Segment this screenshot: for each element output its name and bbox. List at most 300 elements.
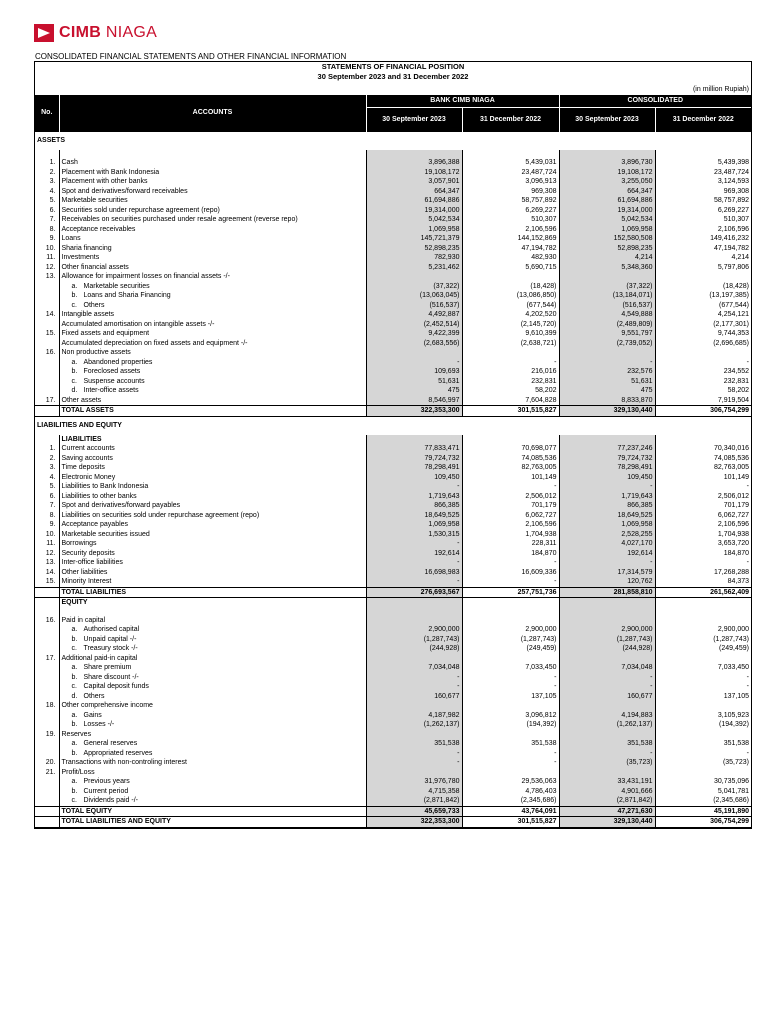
spacer: [366, 608, 462, 616]
value-cell: 3,057,901: [366, 177, 462, 187]
value-cell: 5,439,031: [462, 158, 559, 168]
statement-title: STATEMENTS OF FINANCIAL POSITION: [321, 62, 465, 71]
account-name: Current accounts: [61, 445, 115, 452]
sub-item-letter: b.: [71, 673, 78, 681]
account-name: Capital deposit funds: [83, 683, 149, 690]
row-number: 17.: [35, 396, 59, 406]
liabilities-heading: LIABILITIES: [59, 435, 366, 445]
value-cell: 19,108,172: [366, 168, 462, 178]
row-number: [35, 796, 59, 806]
value-cell: 101,149: [723, 473, 750, 481]
account-name: Marketable securities: [83, 282, 150, 290]
account-name: General reserves: [83, 740, 138, 747]
row-number: 11.: [35, 253, 59, 263]
value-cell: 9,610,399: [462, 329, 559, 339]
table-row: [35, 187, 751, 197]
table-row: [35, 454, 751, 464]
cimb-niaga-logo: [34, 22, 157, 44]
table-row: [35, 244, 751, 254]
row-number: 21.: [35, 768, 59, 778]
value-cell: 6,269,227: [462, 206, 559, 216]
value-cell: -: [559, 558, 655, 568]
value-cell: 5,041,781: [717, 787, 750, 795]
value-cell: 152,580,508: [559, 234, 655, 244]
value-cell: -: [462, 673, 559, 683]
row-number: 14.: [35, 310, 59, 320]
value-cell: 192,614: [366, 549, 462, 559]
value-cell: 3,255,050: [559, 177, 655, 187]
col-accounts-header: ACCOUNTS: [59, 95, 366, 132]
value-cell: (13,197,385): [709, 292, 750, 299]
account-label: [59, 682, 366, 692]
equity-heading: EQUITY: [59, 598, 366, 608]
value-cell: 160,677: [559, 692, 655, 702]
row-number: 18.: [35, 701, 59, 711]
value-cell: 58,202: [462, 386, 559, 396]
table-row: [35, 758, 751, 768]
table-row: [35, 720, 751, 730]
account-name: Saving accounts: [61, 454, 113, 462]
table-row: [35, 568, 751, 578]
table-row: [35, 168, 751, 178]
account-label: [59, 358, 366, 368]
account-label: [59, 549, 366, 559]
value-cell: 232,576: [559, 367, 655, 377]
value-cell: -: [746, 673, 750, 681]
value-cell: (13,184,071): [559, 291, 655, 301]
value-cell: -: [462, 758, 559, 768]
account-name: Cash: [61, 159, 78, 166]
table-row: [35, 654, 751, 664]
value-cell: -: [746, 559, 750, 566]
total-value: 322,353,300: [366, 817, 462, 828]
account-name: Share discount -/-: [83, 673, 139, 681]
logo-wordmark: CIMB NIAGA: [59, 24, 158, 41]
account-label: [59, 749, 366, 759]
value-cell: [462, 701, 559, 711]
row-number: 4.: [35, 187, 59, 197]
value-cell: [655, 701, 751, 711]
value-cell: 6,269,227: [717, 206, 750, 214]
table-row: [35, 682, 751, 692]
table-row: [35, 301, 751, 311]
value-cell: 17,268,288: [713, 568, 750, 576]
value-cell: 2,900,000: [366, 625, 462, 635]
account-name: Treasury stock -/-: [83, 645, 138, 652]
row-number: [35, 739, 59, 749]
row-number: 5.: [35, 196, 59, 206]
account-name: Receivables on securities purchased under resale agreement (reverse repo): [61, 216, 298, 223]
value-cell: 61,694,886: [559, 196, 655, 206]
value-cell: 18,649,525: [366, 511, 462, 521]
value-cell: [655, 730, 751, 740]
table-row: [35, 701, 751, 711]
value-cell: 5,690,715: [462, 263, 559, 273]
table-row: [35, 692, 751, 702]
value-cell: 137,105: [723, 692, 750, 700]
value-cell: (244,928): [559, 644, 655, 654]
value-cell: (2,145,720): [462, 320, 559, 330]
table-row: [35, 291, 751, 301]
value-cell: 58,202: [727, 387, 750, 394]
value-cell: [462, 768, 559, 778]
table-row: [35, 158, 751, 168]
spacer: [59, 150, 366, 158]
table-row: [35, 282, 751, 292]
sub-item-letter: b.: [71, 787, 78, 795]
value-cell: 78,298,491: [366, 463, 462, 473]
value-cell: 351,538: [462, 739, 559, 749]
value-cell: 351,538: [559, 739, 655, 749]
account-label: [59, 339, 366, 349]
row-number: [35, 358, 59, 368]
account-label: [59, 367, 366, 377]
value-cell: 77,237,246: [559, 444, 655, 454]
row-number: [35, 625, 59, 635]
value-cell: 18,649,525: [559, 511, 655, 521]
account-name: Placement with Bank Indonesia: [61, 168, 160, 176]
row-number: [35, 435, 59, 445]
position-table: [35, 95, 751, 828]
value-cell: -: [462, 358, 559, 368]
unit-note: (in million Rupiah): [692, 86, 749, 93]
empty-cell: [559, 598, 655, 608]
empty-cell: [366, 435, 462, 445]
value-cell: [462, 272, 559, 282]
table-row: [35, 329, 751, 339]
value-cell: 866,385: [366, 501, 462, 511]
account-label: [59, 501, 366, 511]
value-cell: 1,704,938: [462, 530, 559, 540]
value-cell: -: [366, 358, 462, 368]
value-cell: 5,797,806: [717, 263, 750, 271]
empty-cell: [655, 435, 751, 445]
row-number: 16.: [35, 348, 59, 358]
account-name: Electronic Money: [61, 473, 116, 481]
value-cell: 8,833,870: [559, 396, 655, 406]
value-cell: 19,108,172: [559, 168, 655, 178]
spacer: [462, 150, 559, 158]
value-cell: [366, 701, 462, 711]
account-name: Transactions with non-controling interest: [61, 759, 187, 766]
spacer: [655, 608, 751, 616]
value-cell: (2,345,686): [713, 797, 750, 804]
account-name: Fixed assets and equipment: [61, 330, 150, 337]
value-cell: 74,085,536: [713, 454, 750, 462]
value-cell: 4,194,883: [559, 711, 655, 721]
value-cell: (37,322): [559, 282, 655, 292]
sub-item-letter: a.: [71, 740, 78, 747]
row-number: 2.: [35, 168, 59, 178]
row-number: 13.: [35, 272, 59, 282]
value-cell: 3,896,730: [559, 158, 655, 168]
row-number: 19.: [35, 730, 59, 740]
sub-item-letter: a.: [71, 711, 78, 719]
bank-header: BANK CIMB NIAGA: [366, 95, 559, 108]
spacer: [559, 150, 655, 158]
value-cell: 701,179: [723, 502, 750, 509]
account-name: Previous years: [83, 778, 130, 785]
table-row: [35, 520, 751, 530]
table-row: [35, 787, 751, 797]
value-cell: 4,187,982: [366, 711, 462, 721]
table-row: [35, 253, 751, 263]
total-label: TOTAL LIABILITIES: [59, 587, 366, 598]
table-row: [35, 348, 751, 358]
value-cell: 19,314,000: [366, 206, 462, 216]
value-cell: [559, 654, 655, 664]
row-number: 10.: [35, 530, 59, 540]
row-number: [35, 301, 59, 311]
value-cell: 3,896,388: [366, 158, 462, 168]
table-row: [35, 215, 751, 225]
value-cell: -: [366, 673, 462, 683]
row-number: 11.: [35, 539, 59, 549]
value-cell: (13,063,045): [366, 291, 462, 301]
col-date-header: 31 December 2022: [462, 108, 559, 132]
row-number: [35, 644, 59, 654]
table-row: [35, 473, 751, 483]
value-cell: 7,919,504: [717, 396, 750, 404]
account-name: Time deposits: [61, 464, 105, 471]
value-cell: 216,016: [462, 367, 559, 377]
value-cell: (35,723): [722, 759, 750, 766]
value-cell: 23,487,724: [713, 168, 750, 176]
value-cell: -: [462, 682, 559, 692]
value-cell: 3,096,913: [462, 177, 559, 187]
account-label: [59, 568, 366, 578]
value-cell: 47,194,782: [462, 244, 559, 254]
sub-item-letter: c.: [71, 645, 77, 652]
value-cell: 7,034,048: [366, 663, 462, 673]
row-number: [35, 777, 59, 787]
table-row: [35, 663, 751, 673]
table-row: [35, 386, 751, 396]
row-number: 15.: [35, 577, 59, 587]
spacer: [35, 150, 59, 158]
sub-item-letter: c.: [71, 683, 77, 690]
table-row: [35, 730, 751, 740]
account-label: [59, 711, 366, 721]
account-label: [59, 768, 366, 778]
sub-item-letter: a.: [71, 778, 78, 785]
account-name: Other assets: [61, 396, 102, 404]
value-cell: 23,487,724: [462, 168, 559, 178]
table-row: [35, 539, 751, 549]
row-number: 14.: [35, 568, 59, 578]
value-cell: 52,898,235: [559, 244, 655, 254]
account-label: [59, 616, 366, 626]
table-row: [35, 310, 751, 320]
value-cell: 2,106,596: [462, 225, 559, 235]
value-cell: -: [366, 558, 462, 568]
table-row: [35, 644, 751, 654]
value-cell: [366, 730, 462, 740]
account-label: [59, 530, 366, 540]
value-cell: -: [559, 749, 655, 759]
value-cell: 9,422,399: [366, 329, 462, 339]
row-number: [35, 406, 59, 417]
row-number: 12.: [35, 549, 59, 559]
value-cell: 475: [559, 386, 655, 396]
value-cell: 137,105: [462, 692, 559, 702]
row-number: [35, 682, 59, 692]
sub-item-letter: b.: [71, 368, 78, 375]
value-cell: [655, 616, 751, 626]
account-name: Foreclosed assets: [83, 368, 141, 375]
account-name: Gains: [83, 711, 102, 719]
value-cell: 866,385: [559, 501, 655, 511]
account-label: [59, 234, 366, 244]
value-cell: (194,392): [462, 720, 559, 730]
value-cell: 51,631: [366, 377, 462, 387]
value-cell: 969,308: [723, 187, 750, 195]
value-cell: 79,724,732: [559, 454, 655, 464]
value-cell: 5,231,462: [366, 263, 462, 273]
total-value: 301,515,827: [462, 817, 559, 828]
account-name: Inter-office assets: [83, 387, 139, 394]
row-number: 20.: [35, 758, 59, 768]
value-cell: 664,347: [366, 187, 462, 197]
value-cell: 2,900,000: [559, 625, 655, 635]
account-label: [59, 520, 366, 530]
value-cell: (1,262,137): [559, 720, 655, 730]
value-cell: 782,930: [366, 253, 462, 263]
total-value: 306,754,299: [655, 817, 751, 828]
value-cell: 109,450: [559, 473, 655, 483]
table-row: [35, 501, 751, 511]
account-name: Minority Interest: [61, 578, 112, 585]
table-row: [35, 739, 751, 749]
value-cell: [559, 272, 655, 282]
account-label: [59, 654, 366, 664]
value-cell: [366, 272, 462, 282]
value-cell: 4,549,888: [559, 310, 655, 320]
financial-statement: [34, 61, 752, 829]
value-cell: -: [559, 682, 655, 692]
value-cell: 52,898,235: [366, 244, 462, 254]
account-name: Accumulated depreciation on fixed assets and equipment -/-: [61, 339, 248, 347]
value-cell: (1,287,743): [713, 635, 750, 643]
col-no-header: No.: [35, 95, 59, 132]
value-cell: (18,428): [462, 282, 559, 292]
value-cell: 120,762: [559, 577, 655, 587]
account-label: [59, 730, 366, 740]
value-cell: (2,739,052): [559, 339, 655, 349]
account-name: Non productive assets: [61, 349, 131, 356]
table-row: [35, 777, 751, 787]
empty-cell: [462, 598, 559, 608]
spacer: [366, 150, 462, 158]
row-number: [35, 817, 59, 828]
total-liabilities-row: [35, 587, 751, 598]
account-label: [59, 777, 366, 787]
account-name: Sharia financing: [61, 244, 112, 252]
value-cell: 58,757,892: [713, 197, 750, 204]
value-cell: (1,262,137): [366, 720, 462, 730]
value-cell: -: [366, 482, 462, 492]
total-value: 43,764,091: [462, 806, 559, 817]
value-cell: 149,416,232: [710, 235, 750, 242]
total-value: 322,353,300: [366, 406, 462, 417]
account-name: Loans: [61, 235, 81, 242]
table-row: [35, 339, 751, 349]
value-cell: 5,439,398: [717, 159, 750, 166]
value-cell: -: [366, 749, 462, 759]
row-number: 3.: [35, 463, 59, 473]
empty-cell: [366, 598, 462, 608]
table-row: [35, 768, 751, 778]
table-row: [35, 320, 751, 330]
value-cell: [655, 768, 751, 778]
row-number: [35, 663, 59, 673]
row-number: 13.: [35, 558, 59, 568]
sub-item-letter: b.: [71, 721, 78, 728]
value-cell: (2,345,686): [462, 796, 559, 806]
row-number: 7.: [35, 215, 59, 225]
table-row: [35, 196, 751, 206]
account-label: [59, 492, 366, 502]
value-cell: 5,042,534: [366, 215, 462, 225]
row-number: [35, 711, 59, 721]
row-number: [35, 673, 59, 683]
account-name: Appropriated reserves: [83, 749, 153, 757]
account-name: Liabilities on securities sold under repurchase agreement (repo): [61, 511, 260, 519]
total-liabilities-equity-row: [35, 817, 751, 828]
value-cell: 2,106,596: [462, 520, 559, 530]
value-cell: 664,347: [559, 187, 655, 197]
account-label: [59, 444, 366, 454]
total-value: 301,515,827: [462, 406, 559, 417]
account-label: [59, 196, 366, 206]
value-cell: [462, 654, 559, 664]
spacer: [655, 150, 751, 158]
col-date-header: 30 September 2023: [559, 108, 655, 132]
sub-item-letter: c.: [71, 797, 77, 804]
table-row: [35, 530, 751, 540]
sub-item-letter: d.: [71, 692, 78, 700]
value-cell: 70,698,077: [462, 444, 559, 454]
value-cell: 61,694,886: [366, 196, 462, 206]
table-row: [35, 673, 751, 683]
value-cell: [559, 730, 655, 740]
value-cell: 1,069,958: [366, 520, 462, 530]
row-number: [35, 282, 59, 292]
row-number: 1.: [35, 444, 59, 454]
value-cell: (2,696,685): [713, 339, 750, 347]
account-name: Accumulated amortisation on intangible assets -/-: [61, 320, 215, 328]
value-cell: 3,124,593: [717, 178, 750, 185]
account-label: [59, 558, 366, 568]
value-cell: 70,340,016: [713, 445, 750, 452]
value-cell: 82,763,005: [462, 463, 559, 473]
account-label: [59, 244, 366, 254]
value-cell: 74,085,536: [462, 454, 559, 464]
value-cell: 351,538: [723, 740, 750, 747]
account-label: [59, 253, 366, 263]
col-date-header: 31 December 2022: [655, 108, 751, 132]
value-cell: 184,870: [462, 549, 559, 559]
value-cell: 145,721,379: [366, 234, 462, 244]
row-number: 10.: [35, 244, 59, 254]
value-cell: -: [746, 749, 750, 757]
value-cell: 47,194,782: [713, 244, 750, 252]
value-cell: 701,179: [462, 501, 559, 511]
value-cell: 17,314,579: [559, 568, 655, 578]
value-cell: [655, 654, 751, 664]
total-assets-row: [35, 406, 751, 417]
row-number: 9.: [35, 234, 59, 244]
